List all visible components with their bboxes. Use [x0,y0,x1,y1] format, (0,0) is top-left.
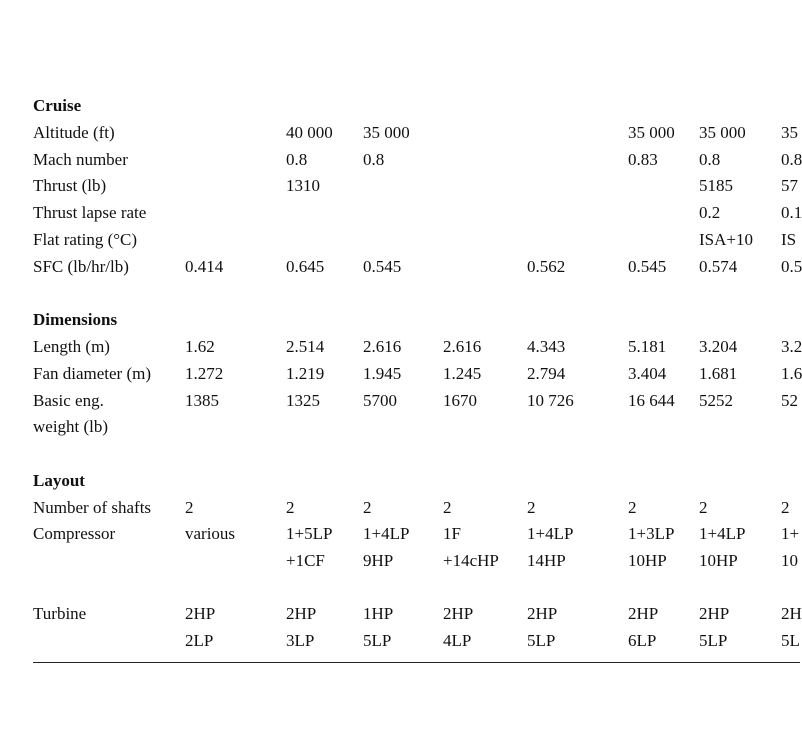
cell-flat-rating-col-7: ISA+10 [699,230,753,249]
cell-compressor-line2-col-7: 10HP [699,551,738,570]
cell-turbine-line2-col-5: 5LP [527,631,556,650]
cell-compressor-line1-col-4: 1F [443,524,461,543]
cell-basic-engine-weight-col-7: 5252 [699,391,733,410]
section-heading-cruise: Cruise [33,96,82,115]
cell-compressor-line2-col-5: 14HP [527,551,566,570]
row-label-turbine: Turbine [33,604,87,623]
cell-altitude-col-8: 35 [781,123,798,142]
cell-length-col-3: 2.616 [363,337,402,356]
cell-basic-engine-weight-col-6: 16 644 [628,391,675,410]
row-label-fan-diameter: Fan diameter (m) [33,364,152,383]
cell-sfc-col-1: 0.414 [185,257,224,276]
cell-altitude-col-6: 35 000 [628,123,675,142]
cell-sfc-col-7: 0.574 [699,257,738,276]
cell-basic-engine-weight-col-2: 1325 [286,391,320,410]
cell-number-of-shafts-col-6: 2 [628,498,637,517]
row-label-thrust: Thrust (lb) [33,176,107,195]
cell-thrust-lapse-rate-col-7: 0.2 [699,203,721,222]
cell-length-col-1: 1.62 [185,337,215,356]
cell-basic-engine-weight-col-8: 52 [781,391,798,410]
cell-length-col-6: 5.181 [628,337,667,356]
cell-turbine-line2-col-8: 5L [781,631,800,650]
cell-mach-number-col-3: 0.8 [363,150,385,169]
cell-thrust-col-2: 1310 [286,176,320,195]
row-label-compressor: Compressor [33,524,116,543]
cell-length-col-8: 3.2 [781,337,802,356]
cell-turbine-line1-col-1: 2HP [185,604,216,623]
cell-sfc-col-6: 0.545 [628,257,667,276]
cell-sfc-col-5: 0.562 [527,257,566,276]
cell-altitude-col-7: 35 000 [699,123,746,142]
cell-turbine-line1-col-8: 2H [781,604,802,623]
cell-length-col-5: 4.343 [527,337,566,356]
cell-compressor-line2-col-6: 10HP [628,551,667,570]
cell-compressor-line1-col-5: 1+4LP [527,524,574,543]
cell-compressor-line1-col-8: 1+ [781,524,800,543]
cell-altitude-col-2: 40 000 [286,123,333,142]
cell-fan-diameter-col-5: 2.794 [527,364,566,383]
row-label-basic-engine-weight-line2: weight (lb) [33,417,109,436]
cell-mach-number-col-8: 0.8 [781,150,802,169]
cell-number-of-shafts-col-1: 2 [185,498,194,517]
cell-turbine-line1-col-3: 1HP [363,604,394,623]
cell-sfc-col-8: 0.5 [781,257,802,276]
cell-number-of-shafts-col-4: 2 [443,498,452,517]
cell-fan-diameter-col-4: 1.245 [443,364,482,383]
row-label-number-of-shafts: Number of shafts [33,498,152,517]
cell-basic-engine-weight-col-4: 1670 [443,391,477,410]
cell-turbine-line1-col-7: 2HP [699,604,730,623]
cell-turbine-line2-col-6: 6LP [628,631,657,650]
cell-mach-number-col-7: 0.8 [699,150,721,169]
cell-thrust-lapse-rate-col-8: 0.1 [781,203,802,222]
cell-turbine-line2-col-4: 4LP [443,631,472,650]
cell-number-of-shafts-col-3: 2 [363,498,372,517]
cell-thrust-col-8: 57 [781,176,798,195]
cell-number-of-shafts-col-7: 2 [699,498,708,517]
cell-turbine-line2-col-2: 3LP [286,631,315,650]
cell-number-of-shafts-col-5: 2 [527,498,536,517]
cell-turbine-line1-col-4: 2HP [443,604,474,623]
section-heading-dimensions: Dimensions [33,310,118,329]
cell-turbine-line1-col-5: 2HP [527,604,558,623]
cell-compressor-line1-col-7: 1+4LP [699,524,746,543]
cell-length-col-7: 3.204 [699,337,738,356]
cell-number-of-shafts-col-2: 2 [286,498,295,517]
cell-turbine-line2-col-1: 2LP [185,631,214,650]
section-heading-layout: Layout [33,471,85,490]
cell-turbine-line2-col-3: 5LP [363,631,392,650]
cell-compressor-line1-col-1: various [185,524,236,543]
cell-mach-number-col-2: 0.8 [286,150,308,169]
row-label-mach-number: Mach number [33,150,128,169]
row-label-altitude: Altitude (ft) [33,123,115,142]
cell-basic-engine-weight-col-1: 1385 [185,391,219,410]
row-label-length: Length (m) [33,337,110,356]
cell-fan-diameter-col-7: 1.681 [699,364,738,383]
cell-basic-engine-weight-col-5: 10 726 [527,391,574,410]
cell-compressor-line2-col-2: +1CF [286,551,325,570]
cell-mach-number-col-6: 0.83 [628,150,658,169]
cell-compressor-line1-col-2: 1+5LP [286,524,333,543]
cell-fan-diameter-col-6: 3.404 [628,364,667,383]
cell-compressor-line2-col-8: 10 [781,551,798,570]
cell-compressor-line1-col-3: 1+4LP [363,524,410,543]
table-bottom-rule [33,662,800,663]
cell-sfc-col-2: 0.645 [286,257,325,276]
cell-number-of-shafts-col-8: 2 [781,498,790,517]
cell-sfc-col-3: 0.545 [363,257,402,276]
cell-basic-engine-weight-col-3: 5700 [363,391,397,410]
cell-turbine-line1-col-6: 2HP [628,604,659,623]
row-label-flat-rating: Flat rating (°C) [33,230,138,249]
row-label-thrust-lapse-rate: Thrust lapse rate [33,203,147,222]
cell-compressor-line2-col-4: +14cHP [443,551,499,570]
cell-length-col-4: 2.616 [443,337,482,356]
cell-compressor-line1-col-6: 1+3LP [628,524,675,543]
cell-fan-diameter-col-1: 1.272 [185,364,224,383]
cell-turbine-line1-col-2: 2HP [286,604,317,623]
cell-fan-diameter-col-3: 1.945 [363,364,402,383]
row-label-basic-engine-weight: Basic eng. [33,391,104,410]
cell-fan-diameter-col-8: 1.6 [781,364,802,383]
cell-fan-diameter-col-2: 1.219 [286,364,325,383]
cell-length-col-2: 2.514 [286,337,325,356]
row-label-sfc: SFC (lb/hr/lb) [33,257,129,276]
cell-thrust-col-7: 5185 [699,176,733,195]
cell-turbine-line2-col-7: 5LP [699,631,728,650]
cell-flat-rating-col-8: IS [781,230,797,249]
cell-compressor-line2-col-3: 9HP [363,551,394,570]
cell-altitude-col-3: 35 000 [363,123,410,142]
